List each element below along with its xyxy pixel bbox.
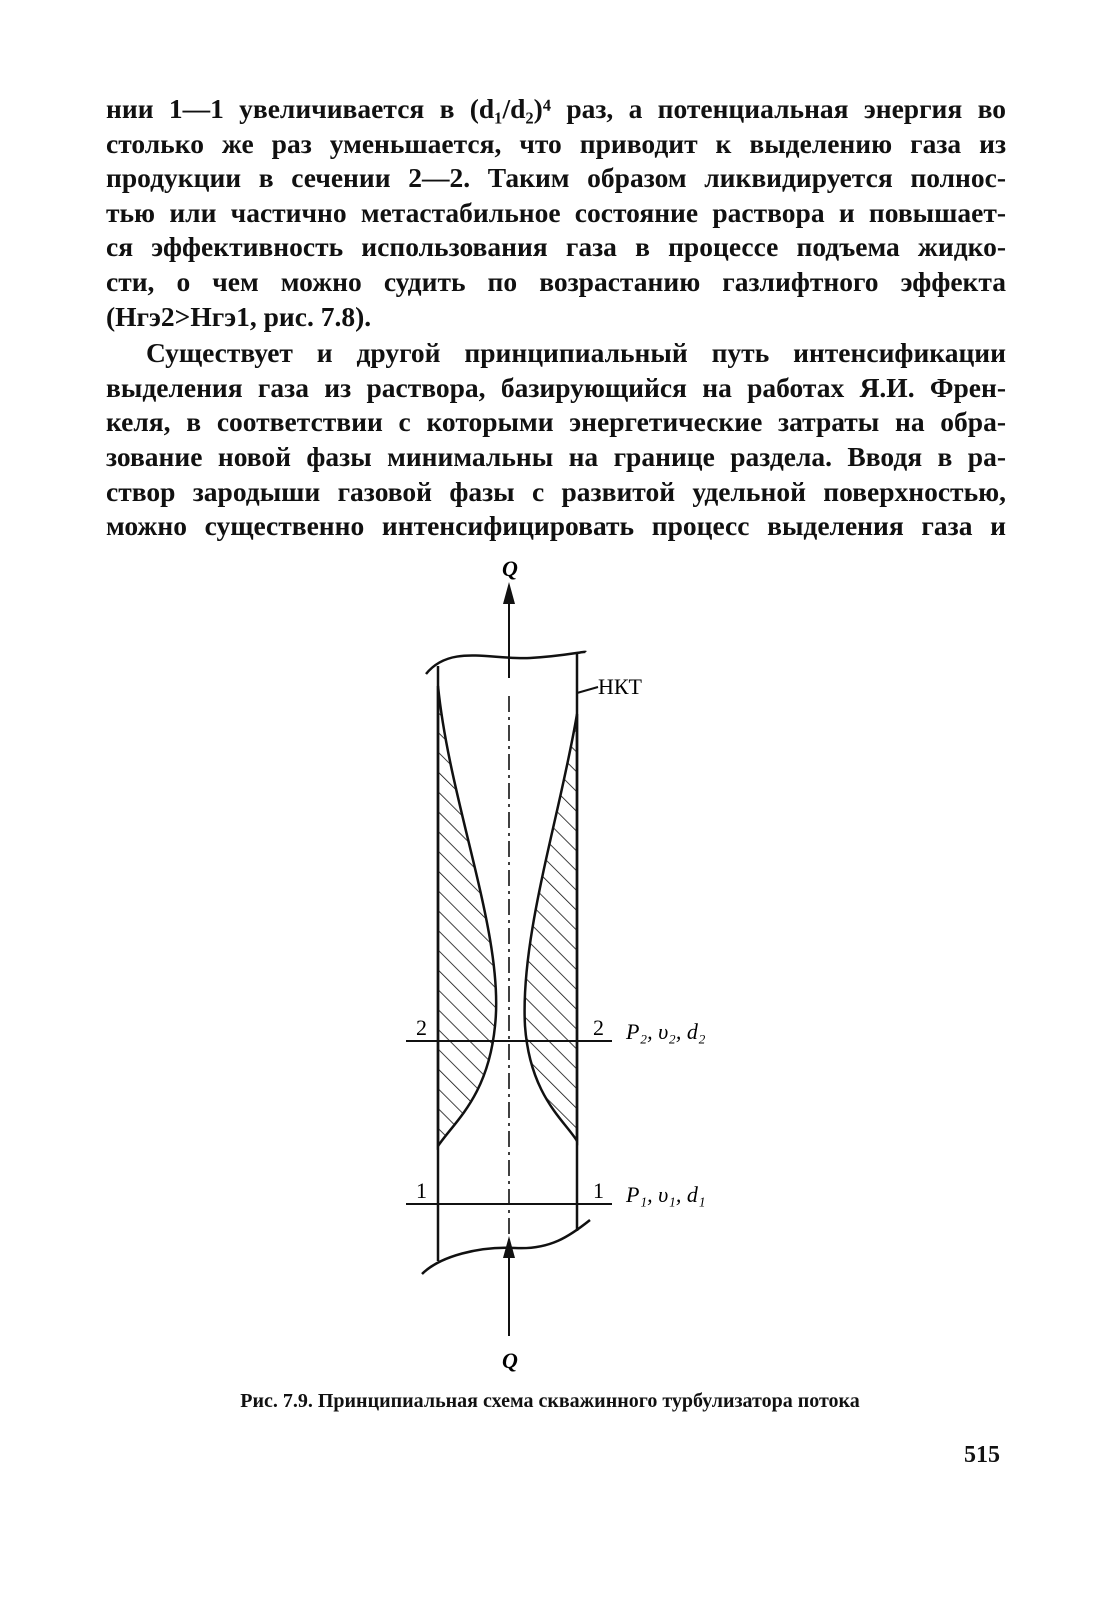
paragraph-1 bbox=[106, 92, 1006, 334]
flow-arrow-bottom bbox=[503, 1236, 515, 1336]
text-line: створ зародыши газовой фазы с развитой удельной поверхностью, bbox=[106, 475, 1006, 507]
text-line: продукции в сечении 2—2. Таким образом ликвидируется полнос- bbox=[106, 162, 1006, 194]
text-line: сти, о чем можно судить по возрастанию газлифтного эффекта bbox=[106, 265, 1006, 297]
flow-arrow-top bbox=[503, 582, 515, 678]
text-line: столько же раз уменьшается, что приводит к выделению газа из bbox=[106, 127, 1006, 159]
text-line: зование новой фазы минимальны на границе раздела. Вводя в ра- bbox=[106, 440, 1006, 472]
section-1-right-label: 1 bbox=[593, 1178, 604, 1203]
text-line: Существует и другой принципиальный путь интенсификации bbox=[146, 337, 1006, 369]
figure-caption: Рис. 7.9. Принципиальная схема скважинного турбулизатора потока bbox=[240, 1390, 860, 1412]
insert-right bbox=[525, 714, 577, 1141]
pipe-label: НКТ bbox=[598, 674, 642, 699]
section-2-left-label: 2 bbox=[416, 1015, 427, 1040]
paragraph-2 bbox=[106, 336, 1006, 544]
pipe-top-break bbox=[426, 652, 586, 674]
text-line: тью или частично метастабильное состояние раствора и повышает- bbox=[106, 196, 1006, 228]
text-line: ся эффективность использования газа в процессе подъема жидко- bbox=[106, 231, 1006, 263]
text-line: выделения газа из раствора, базирующийся на работах Я.И. Френ- bbox=[106, 371, 1006, 403]
section-1-params: P₁, υ₁, d₁ bbox=[626, 1182, 706, 1207]
section-2-right-label: 2 bbox=[593, 1015, 604, 1040]
insert-left bbox=[438, 686, 496, 1146]
turbulizer-diagram bbox=[380, 556, 740, 1376]
text-line: келя, в соответствии с которыми энергетические затраты на обра- bbox=[106, 406, 1006, 438]
text-line: можно существенно интенсифицировать процесс выделения газа и bbox=[106, 510, 1006, 542]
flow-label-bottom: Q bbox=[502, 1348, 518, 1373]
body-text bbox=[106, 92, 1006, 544]
flow-label-top: Q bbox=[502, 556, 518, 581]
section-2-params: P₂, υ₂, d₂ bbox=[626, 1019, 706, 1044]
section-1-left-label: 1 bbox=[416, 1178, 427, 1203]
pipe-label-leader bbox=[577, 687, 598, 693]
text-line: нии 1—1 увеличивается в (d₁/d₂)⁴ раз, а потенциальная энергия во bbox=[106, 93, 1006, 124]
text-line: (Hгэ2>Hгэ1, рис. 7.8). bbox=[106, 300, 372, 332]
page-number: 515 bbox=[964, 1442, 1000, 1468]
